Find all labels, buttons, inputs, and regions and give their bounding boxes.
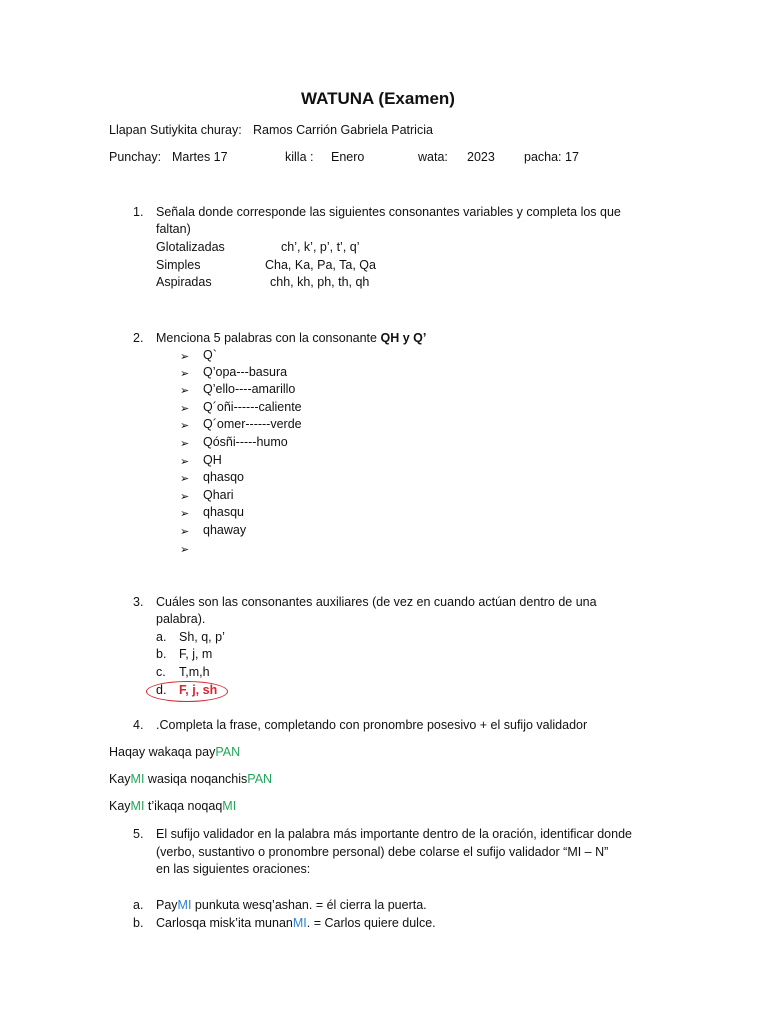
sentence-text: Pay: [156, 898, 178, 912]
q3-option-text: T,m,h: [179, 665, 210, 679]
arrow-bullet-icon: ➢: [180, 385, 190, 397]
arrow-bullet-icon: ➢: [180, 420, 190, 432]
q1-row-value: Cha, Ka, Pa, Ta, Qa: [265, 258, 376, 272]
q1-row-value: chh, kh, ph, th, qh: [270, 275, 370, 289]
suffix-highlight: MI: [222, 799, 237, 813]
q5-item-letter: a.: [133, 898, 144, 912]
wata-value: 2023: [467, 150, 495, 164]
q3-number: 3.: [133, 595, 144, 609]
q3-option-letter: d.: [156, 683, 167, 697]
q5-text-line3: en las siguientes oraciones:: [156, 862, 311, 876]
q3-option-letter: b.: [156, 647, 167, 661]
punchay-value: Martes 17: [172, 150, 228, 164]
q1-row-label: Glotalizadas: [156, 240, 225, 254]
q2-number: 2.: [133, 331, 144, 345]
arrow-bullet-icon: ➢: [180, 491, 190, 503]
q1-text-line2: faltan): [156, 222, 191, 236]
wata-label: wata:: [418, 150, 448, 164]
list-item: qhaway: [203, 523, 247, 537]
q2-text: [156, 331, 426, 345]
q3-text-line1: Cuáles son las consonantes auxiliares (de vez en cuando actúan dentro de una: [156, 595, 597, 609]
list-item: Q´oñi------caliente: [203, 400, 302, 414]
arrow-bullet-icon: ➢: [180, 403, 190, 415]
sentence-text: Haqay wakaqa pay: [109, 745, 216, 759]
sentence-text: wasiqa noqanchis: [144, 772, 248, 786]
arrow-bullet-icon: ➢: [180, 456, 190, 468]
sentence-text: . = Carlos quiere dulce.: [306, 916, 436, 930]
q3-answer-text: F, j, sh: [179, 683, 218, 697]
q1-number: 1.: [133, 205, 144, 219]
sentence-text: punkuta wesq’ashan. = él cierra la puerta.: [191, 898, 427, 912]
arrow-bullet-icon: ➢: [180, 368, 190, 380]
q5-text-line2: (verbo, sustantivo o pronombre personal) debe colarse el sufijo validador “MI – N”: [156, 845, 609, 859]
sentence-text: Kay: [109, 772, 131, 786]
q5-item-letter: b.: [133, 916, 144, 930]
sentence-text: Carlosqa misk’ita munan: [156, 916, 293, 930]
suffix-highlight: MI: [177, 898, 192, 912]
suffix-highlight: MI: [292, 916, 307, 930]
arrow-bullet-icon: ➢: [180, 544, 190, 556]
arrow-bullet-icon: ➢: [180, 473, 190, 485]
list-item: Q’ello----amarillo: [203, 382, 296, 396]
suffix-highlight: MI: [130, 772, 145, 786]
q3-option-letter: a.: [156, 630, 167, 644]
q2-text-bold: QH y Q’: [380, 331, 427, 345]
answer-circle: [146, 681, 228, 702]
q1-row-label: Simples: [156, 258, 201, 272]
q4-text: .Completa la frase, completando con pronombre posesivo + el sufijo validador: [156, 718, 588, 732]
list-item: Qhari: [203, 488, 234, 502]
killa-label: killa :: [285, 150, 314, 164]
list-item: qhasqo: [203, 470, 245, 484]
list-item: Q´omer------verde: [203, 417, 302, 431]
suffix-highlight: PAN: [215, 745, 241, 759]
q3-option-text: Sh, q, p’: [179, 630, 225, 644]
list-item: Qósñi-----humo: [203, 435, 288, 449]
q2-text-main: Menciona 5 palabras con la consonante: [156, 331, 377, 345]
list-item: qhasqu: [203, 505, 245, 519]
q3-text-line2: palabra).: [156, 612, 206, 626]
q5-number: 5.: [133, 827, 144, 841]
arrow-bullet-icon: ➢: [180, 526, 190, 538]
arrow-bullet-icon: ➢: [180, 351, 190, 363]
student-label: Llapan Sutiykita churay:: [109, 123, 242, 137]
q4-sentence: [109, 745, 240, 759]
q1-row-label: Aspiradas: [156, 275, 212, 289]
suffix-highlight: PAN: [247, 772, 273, 786]
sentence-text: Kay: [109, 799, 131, 813]
punchay-label: Punchay:: [109, 150, 162, 164]
q1-row-value: ch’, k’, p’, t’, q’: [281, 240, 360, 254]
suffix-highlight: MI: [130, 799, 145, 813]
killa-value: Enero: [331, 150, 365, 164]
page-title: WATUNA (Examen): [301, 89, 455, 108]
pacha-label: pacha: 17: [524, 150, 579, 164]
student-name: Ramos Carrión Gabriela Patricia: [253, 123, 433, 137]
list-item: Q`: [203, 348, 217, 362]
list-item: Q’opa---basura: [203, 365, 288, 379]
q1-text-line1: Señala donde corresponde las siguientes consonantes variables y completa los que: [156, 205, 621, 219]
sentence-text: t’ikaqa noqaq: [144, 799, 223, 813]
q5-text-line1: El sufijo validador en la palabra más importante dentro de la oración, identificar donde: [156, 827, 632, 841]
q4-sentence: [109, 799, 236, 813]
arrow-bullet-icon: ➢: [180, 508, 190, 520]
q5-item: [156, 898, 427, 912]
list-item: QH: [203, 453, 222, 467]
q5-item: [156, 916, 436, 930]
q4-number: 4.: [133, 718, 144, 732]
q4-sentence: [109, 772, 272, 786]
q3-option-text: F, j, m: [179, 647, 213, 661]
arrow-bullet-icon: ➢: [180, 438, 190, 450]
q3-option-letter: c.: [156, 665, 166, 679]
